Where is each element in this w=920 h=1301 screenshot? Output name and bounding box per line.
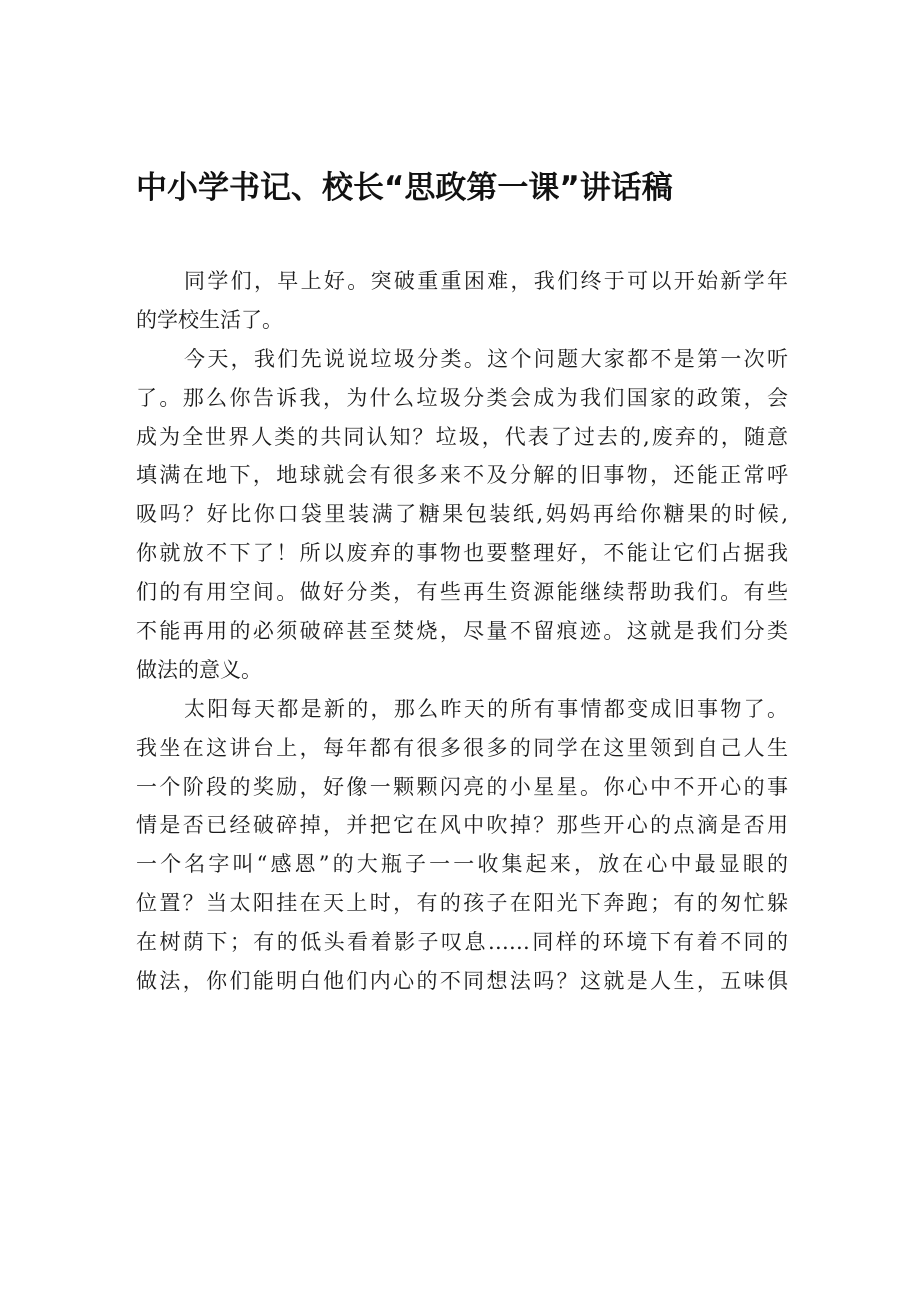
text-line: 一个阶段的奖励，好像一颗颗闪亮的小星星。你心中不开心的事 <box>136 774 788 799</box>
text-line: 做法的意义。 <box>136 657 262 682</box>
text-line: 今天，我们先说说垃圾分类。这个问题大家都不是第一次听 <box>184 346 788 371</box>
text-line: 不能再用的必须破碎甚至焚烧，尽量不留痕迹。这就是我们分类 <box>136 619 788 644</box>
text-line: 的学校生活了。 <box>136 307 283 332</box>
text-line: 们的有用空间。做好分类，有些再生资源能继续帮助我们。有些 <box>136 580 788 605</box>
text-line: 成为全世界人类的共同认知？垃圾，代表了过去的,废弃的，随意 <box>136 424 788 449</box>
text-line: 我坐在这讲台上，每年都有很多很多的同学在这里领到自己人生 <box>136 735 788 760</box>
text-line: 一个名字叫“感恩”的大瓶子一一收集起来，放在心中最显眼的 <box>136 852 788 877</box>
text-line: 同学们，早上好。突破重重困难，我们终于可以开始新学年 <box>184 269 788 293</box>
text-line: 做法，你们能明白他们内心的不同想法吗？这就是人生，五味俱 <box>136 969 788 994</box>
text-line: 太阳每天都是新的，那么昨天的所有事情都变成旧事物了。 <box>184 696 788 721</box>
page-title: 中小学书记、校长“思政第一课”讲话稿 <box>136 170 673 206</box>
text-line: 你就放不下了！所以废弃的事物也要整理好，不能让它们占据我 <box>136 541 788 566</box>
text-line: 填满在地下，地球就会有很多来不及分解的旧事物，还能正常呼 <box>136 463 788 488</box>
text-line: 在树荫下；有的低头看着影子叹息……同样的环境下有着不同的 <box>136 930 788 955</box>
speech-body <box>136 262 788 1001</box>
text-line: 了。那么你告诉我，为什么垃圾分类会成为我们国家的政策，会 <box>136 385 788 410</box>
text-line: 位置？当太阳挂在天上时，有的孩子在阳光下奔跑；有的匆忙躲 <box>136 891 788 916</box>
text-line: 情是否已经破碎掉，并把它在风中吹掉？那些开心的点滴是否用 <box>136 813 788 838</box>
text-line: 吸吗？好比你口袋里装满了糖果包装纸,妈妈再给你糖果的时候, <box>136 502 788 527</box>
